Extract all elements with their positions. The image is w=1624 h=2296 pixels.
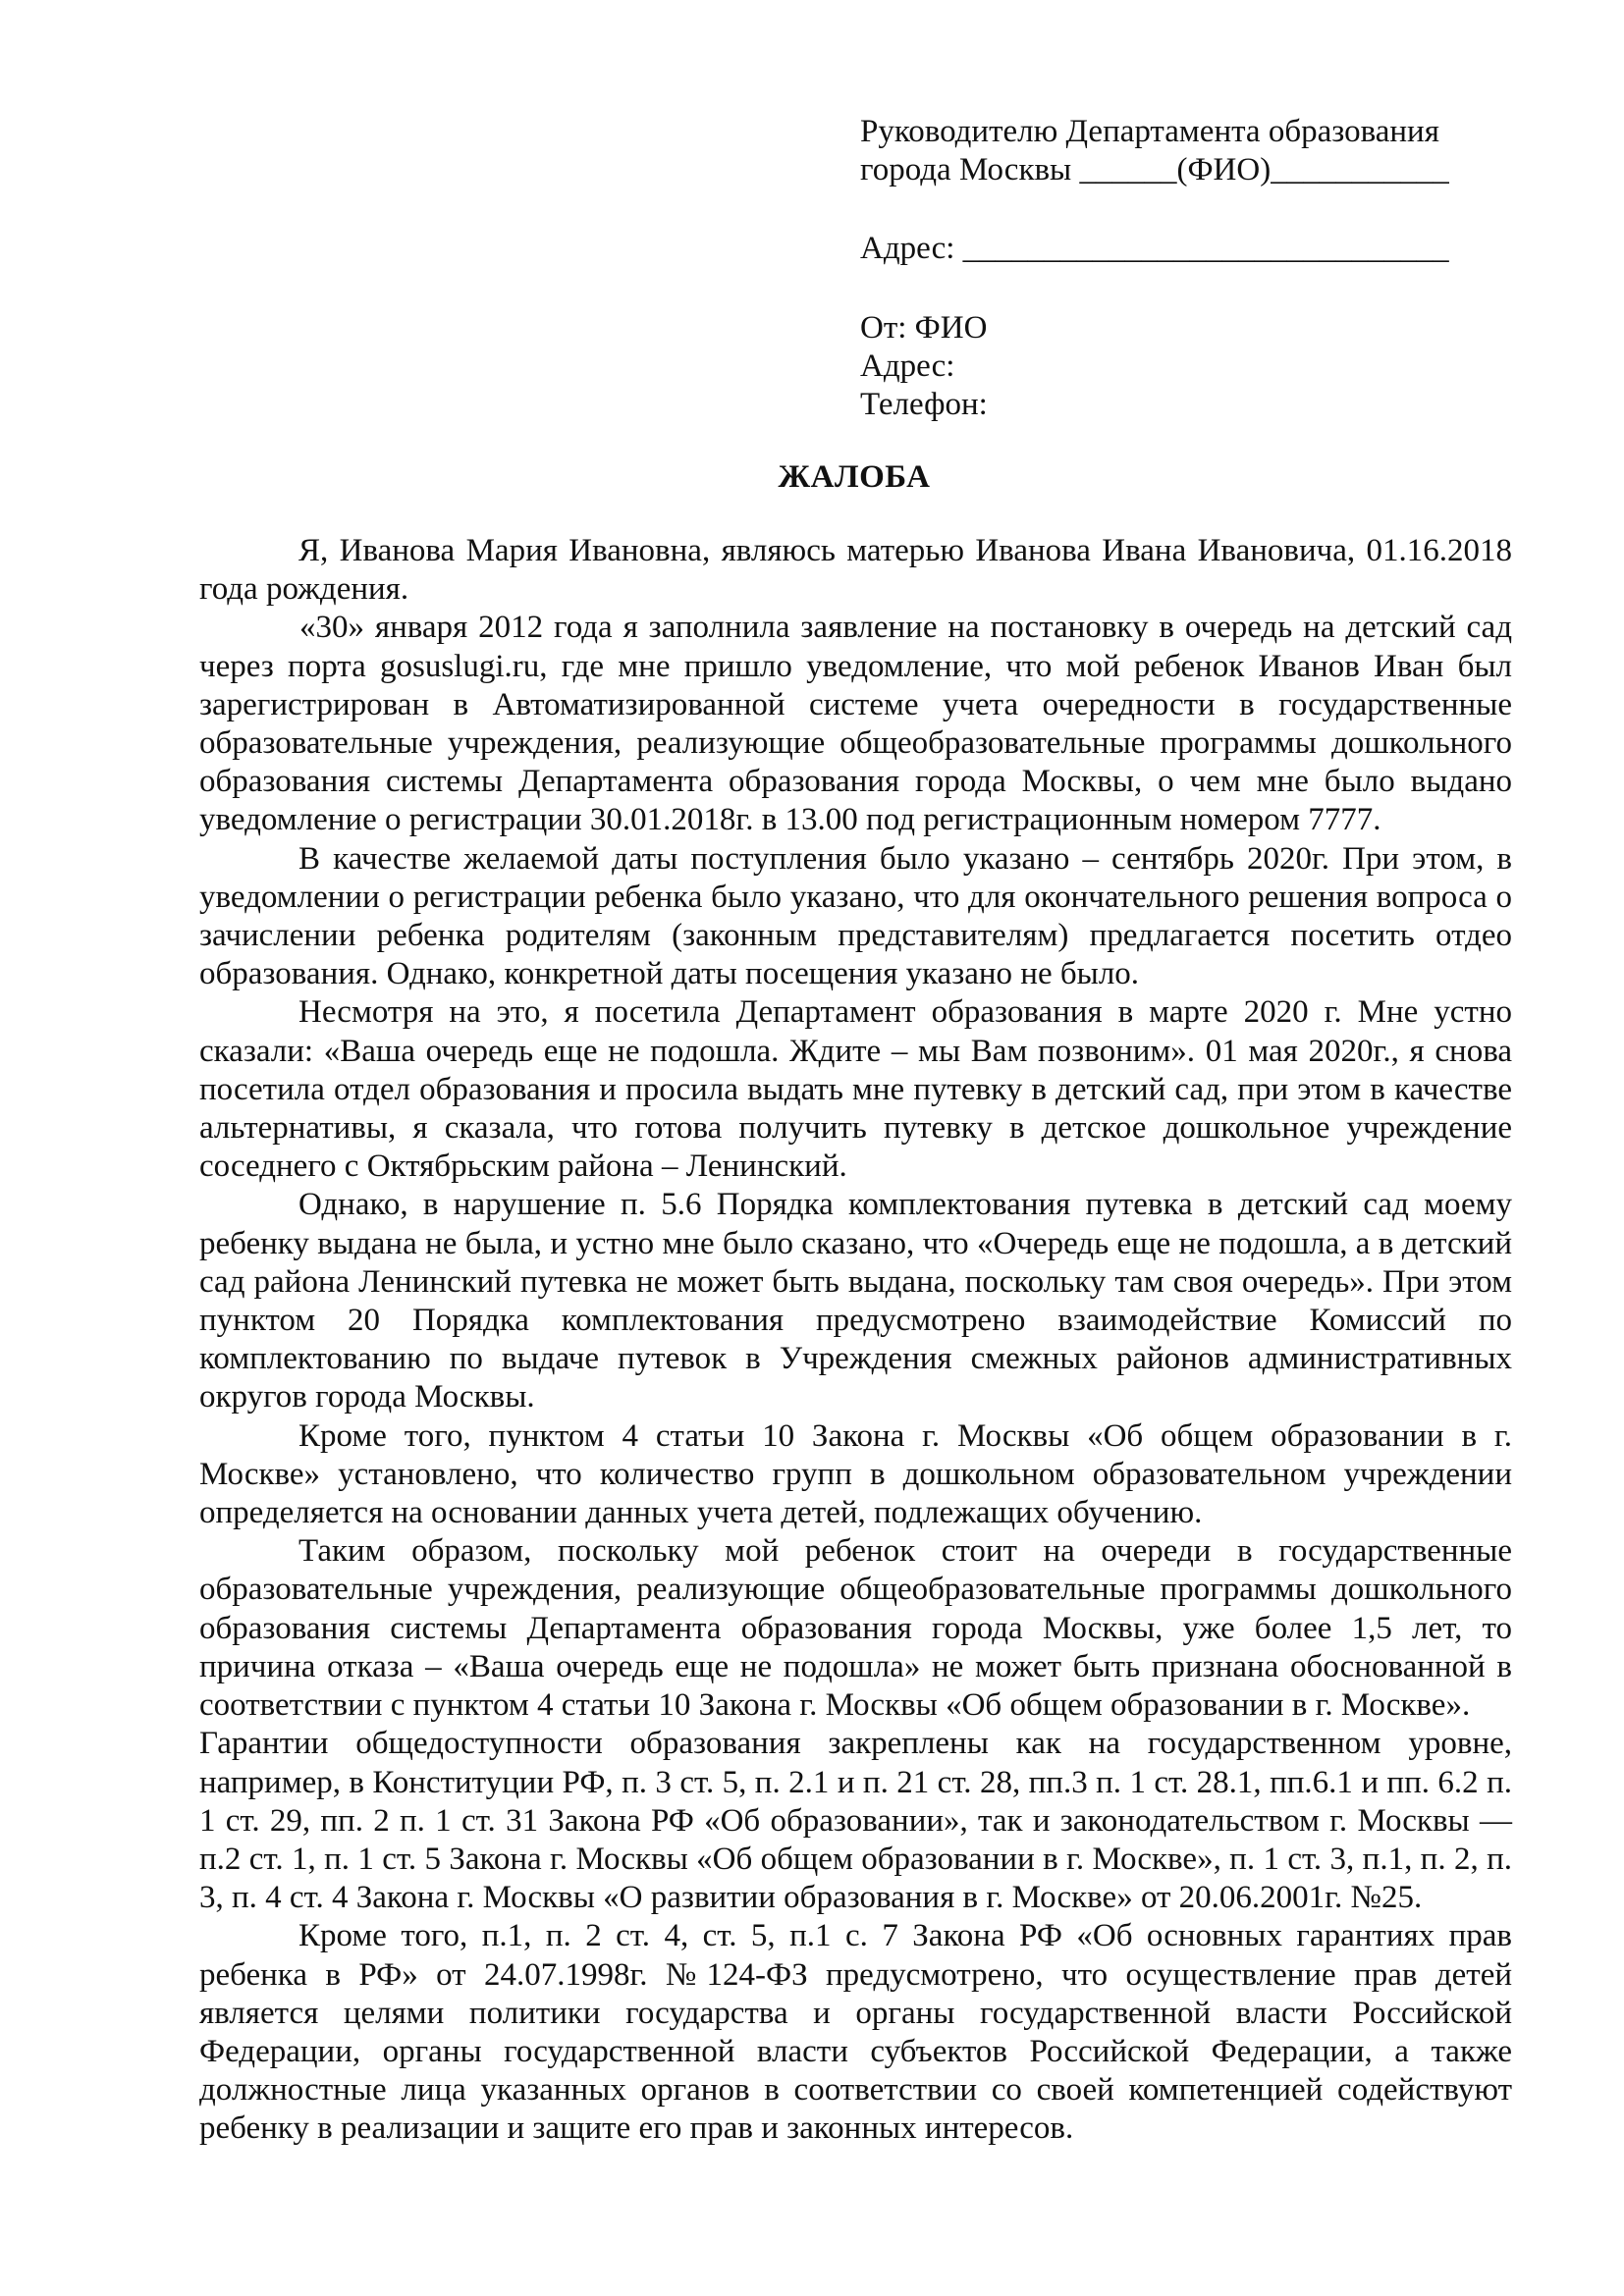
paragraph-1: Я, Иванова Мария Ивановна, являюсь матерью Иванова Ивана Ивановича, 01.16.2018 года рождения.	[199, 533, 1512, 608]
recipient-address: Адрес: ______________________________	[860, 231, 1449, 266]
paragraph-2: «30» января 2012 года я заполнила заявление на постановку в очередь на детский сад через порта gosuslugi.ru, где мне пришло уведомление, что мой ребенок Иванов Иван был зарегистрирован в Автоматизированной системе учета очередности в государственные образовательные учреждения, реализующие общеобразовательные программы дошкольного образования системы Департамента образования города Москвы, о чем мне было выдано уведомление о регистрации 30.01.2018г. в 13.00 под регистрационным номером 7777.	[199, 610, 1512, 838]
paragraph-6: Кроме того, пунктом 4 статьи 10 Закона г. Москвы «Об общем образовании в г. Москве» установлено, что количество групп в дошкольном образовательном учреждении определяется на основании данных учета детей, подлежащих обучению.	[199, 1417, 1512, 1531]
document-title: ЖАЛОБА	[778, 459, 931, 495]
addressee-block	[860, 113, 1567, 424]
recipient-line-1: Руководителю Департамента образования	[860, 114, 1439, 149]
paragraph-5: Однако, в нарушение п. 5.6 Порядка комплектования путевка в детский сад моему ребенку выдана не была, и устно мне было сказано, что «Очередь еще не подошла, а в детский сад района Ленинский путевка не может быть выдана, поскольку там своя очередь». При этом пунктом 20 Порядка комплектования предусмотрено взаимодействие Комиссий по комплектованию по выдаче путевок в Учреждения смежных районов административных округов города Москвы.	[199, 1187, 1512, 1415]
recipient-line-2: города Москвы ______(ФИО)___________	[860, 152, 1449, 187]
paragraph-8: Гарантии общедоступности образования закреплены как на государственном уровне, например, в Конституции РФ, п. 3 ст. 5, п. 2.1 и п. 21 ст. 28, пп.3 п. 1 ст. 28.1, пп.6.1 и пп. 6.2 п. 1 ст. 29, пп. 2 п. 1 ст. 31 Закона РФ «Об образовании», так и законодательством г. Москвы — п.2 ст. 1, п. 1 ст. 5 Закона г. Москвы «Об общем образовании в г. Москве», п. 1 ст. 3, п.1, п. 2, п. 3, п. 4 ст. 4 Закона г. Москвы «О развитии образования в г. Москве» от 20.06.2001г. №25.	[199, 1726, 1512, 1916]
paragraph-3: В качестве желаемой даты поступления было указано – сентябрь 2020г. При этом, в уведомлении о регистрации ребенка было указано, что для окончательного решения вопроса о зачислении ребенка родителям (законным представителям) предлагается посетить отдео образования. Однако, конкретной даты посещения указано не было.	[199, 840, 1512, 992]
paragraph-7: Таким образом, поскольку мой ребенок стоит на очереди в государственные образовательные учреждения, реализующие общеобразовательные программы дошкольного образования системы Департамента образования города Москвы, уже более 1,5 лет, то причина отказа – «Ваша очередь еще не подошла» не может быть признана обоснованной в соответствии с пунктом 4 статьи 10 Закона г. Москвы «Об общем образовании в г. Москве».	[199, 1533, 1512, 1724]
sender-phone: Телефон:	[860, 387, 988, 422]
sender-address: Адрес:	[860, 348, 955, 384]
paragraph-4: Несмотря на это, я посетила Департамент образования в марте 2020 г. Мне устно сказали: «Ваша очередь еще не подошла. Ждите – мы Вам позвоним». 01 мая 2020г., я снова посетила отдел образования и просила выдать мне путевку в детский сад, при этом в качестве альтернативы, я сказала, что готова получить путевку в детское дошкольное учреждение соседнего с Октябрьским района – Ленинский.	[199, 994, 1512, 1185]
paragraph-9: Кроме того, п.1, п. 2 ст. 4, ст. 5, п.1 с. 7 Закона РФ «Об основных гарантиях прав ребенка в РФ» от 24.07.1998г. №124-ФЗ предусмотрено, что осуществление прав детей является целями политики государства и органы государственной власти Российской Федерации, органы государственной власти субъектов Российской Федерации, а также должностные лица указанных органов в соответствии со своей компетенцией содействуют ребенку в реализации и защите его прав и законных интересов.	[199, 1918, 1512, 2147]
complaint-body	[199, 532, 1512, 2149]
sender-name: От: ФИО	[860, 310, 988, 346]
